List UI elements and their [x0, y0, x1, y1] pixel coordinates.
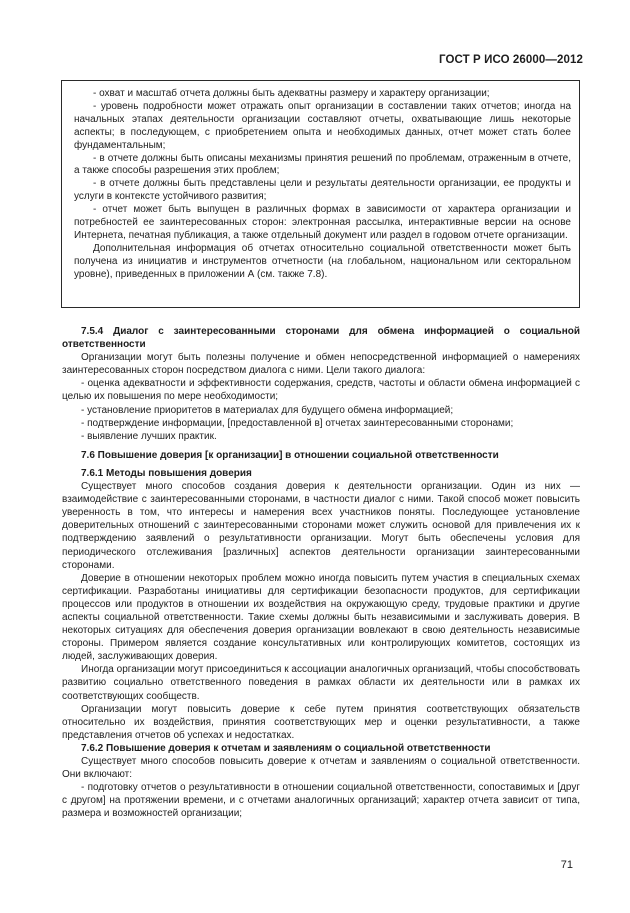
list-item: - подтверждение информации, [предоставленной в] отчетах заинтересованными сторонами; — [81, 417, 514, 429]
section-heading-7-6-2: 7.6.2 Повышение доверия к отчетам и заявлениям о социальной ответственности — [81, 742, 491, 754]
box-paragraph: - в отчете должны быть описаны механизмы принятия решений по проблемам, отраженным в отчете, а также способы разрешения этих проблем; — [74, 152, 571, 177]
list-item: - подготовку отчетов о результативности в отношении социальной ответственности, сопоставимых и [друг с другом] на протяжении времени, и с отчетами аналогичных организаций; характер отчета зависит от типа, размера и возможностей организации; — [62, 782, 580, 820]
body-paragraph: Организации могут повысить доверие к себе путем принятия соответствующих обязательств относительно их воздействия, принятия соответствующих мер и оценки результативности, а также представления отчетов об успехах и недостатках. — [62, 703, 580, 741]
section-heading-7-6-1: 7.6.1 Методы повышения доверия — [81, 467, 252, 479]
box-paragraph: Дополнительная информация об отчетах относительно социальной ответственности может быть получена из инициатив и инструментов отчетности (на глобальном, национальном или секторальном уровне), приведенных в приложении А (см. также 7.8). — [74, 242, 571, 280]
body-paragraph: Существует много способов создания доверия к деятельности организации. Один из них — взаимодействие с заинтересованными сторонами, в частности диалог с ними. Такой способ может повысить уверенность в том, что интересы и намерения всех участников поняты. Последующее установление доверительных отношений с заинтересованными сторонами может служить основой для привлечения их к подтверждению заявлений о результативности организации. Могут быть обеспечены условия для периодического отслеживания [различных] аспектов деятельности организации заинтересованными сторонами. — [62, 481, 580, 571]
framed-note — [61, 80, 580, 308]
box-paragraph: - охват и масштаб отчета должны быть адекватны размеру и характеру организации; — [93, 88, 490, 99]
body-paragraph: Иногда организации могут присоединиться к ассоциации аналогичных организаций, чтобы способствовать развитию социально ответственного поведения в рамках области их деятельности или в рамках их соответствующих сообществ. — [62, 664, 580, 702]
document-header: ГОСТ Р ИСО 26000—2012 — [438, 54, 583, 66]
list-item: - оценка адекватности и эффективности содержания, средств, частоты и области обмена информацией с целью их повышения по мере необходимости; — [62, 378, 580, 403]
body-paragraph: Доверие в отношении некоторых проблем можно иногда повысить путем участия в специальных схемах сертификации. Разработаны инициативы для сертификации безопасности продуктов, для сертификации процессов или продуктов в отношении их воздействия на окружающую среду, трудовые практики и другие аспекты социальной ответственности. Такие схемы должны быть независимыми и заслуживать доверия. В некоторых ситуациях для обеспечения доверия организации вовлекают в свою деятельность независимые стороны. Примером является создание консультативных или контролирующих комитетов, состоящих из людей, заслуживающих доверия. — [62, 572, 580, 663]
section-heading-7-6: 7.6 Повышение доверия [к организации] в отношении социальной ответственности — [81, 449, 499, 461]
body-paragraph: Организации могут быть полезны получение и обмен непосредственной информацией о намерениях заинтересованных сторон посредством диалога с ними. Цели такого диалога: — [62, 352, 580, 377]
list-item: - установление приоритетов в материалах для будущего обмена информацией; — [81, 404, 454, 416]
box-paragraph: - в отчете должны быть представлены цели и результаты деятельности организации, ее продукты и услуги в контексте устойчивого развития; — [74, 178, 571, 203]
list-item: - выявление лучших практик. — [81, 430, 217, 442]
box-paragraph: - уровень подробности может отражать опыт организации в составлении таких отчетов; иногда на начальных этапах деятельности организации составляют отчеты, охватывающие лишь некоторые аспекты; в последующем, с приобретением опыта и необходимых данных, отчет может стать более фундаментальным; — [74, 100, 571, 151]
main-text — [62, 325, 580, 820]
section-heading-7-5-4: 7.5.4 Диалог с заинтересованными сторонами для обмена информацией о социальной ответственности — [62, 326, 580, 351]
page-number: 71 — [560, 859, 573, 871]
box-paragraph: - отчет может быть выпущен в различных формах в зависимости от характера организации и потребностей ее заинтересованных сторон: электронная рассылка, интерактивные версии на основе Интернета, печатная публикация, а также отдельный документ или раздел в годовом отчете организации. — [74, 204, 571, 241]
body-paragraph: Существует много способов повысить доверие к отчетам и заявлениям о социальной ответственности. Они включают: — [62, 756, 580, 781]
